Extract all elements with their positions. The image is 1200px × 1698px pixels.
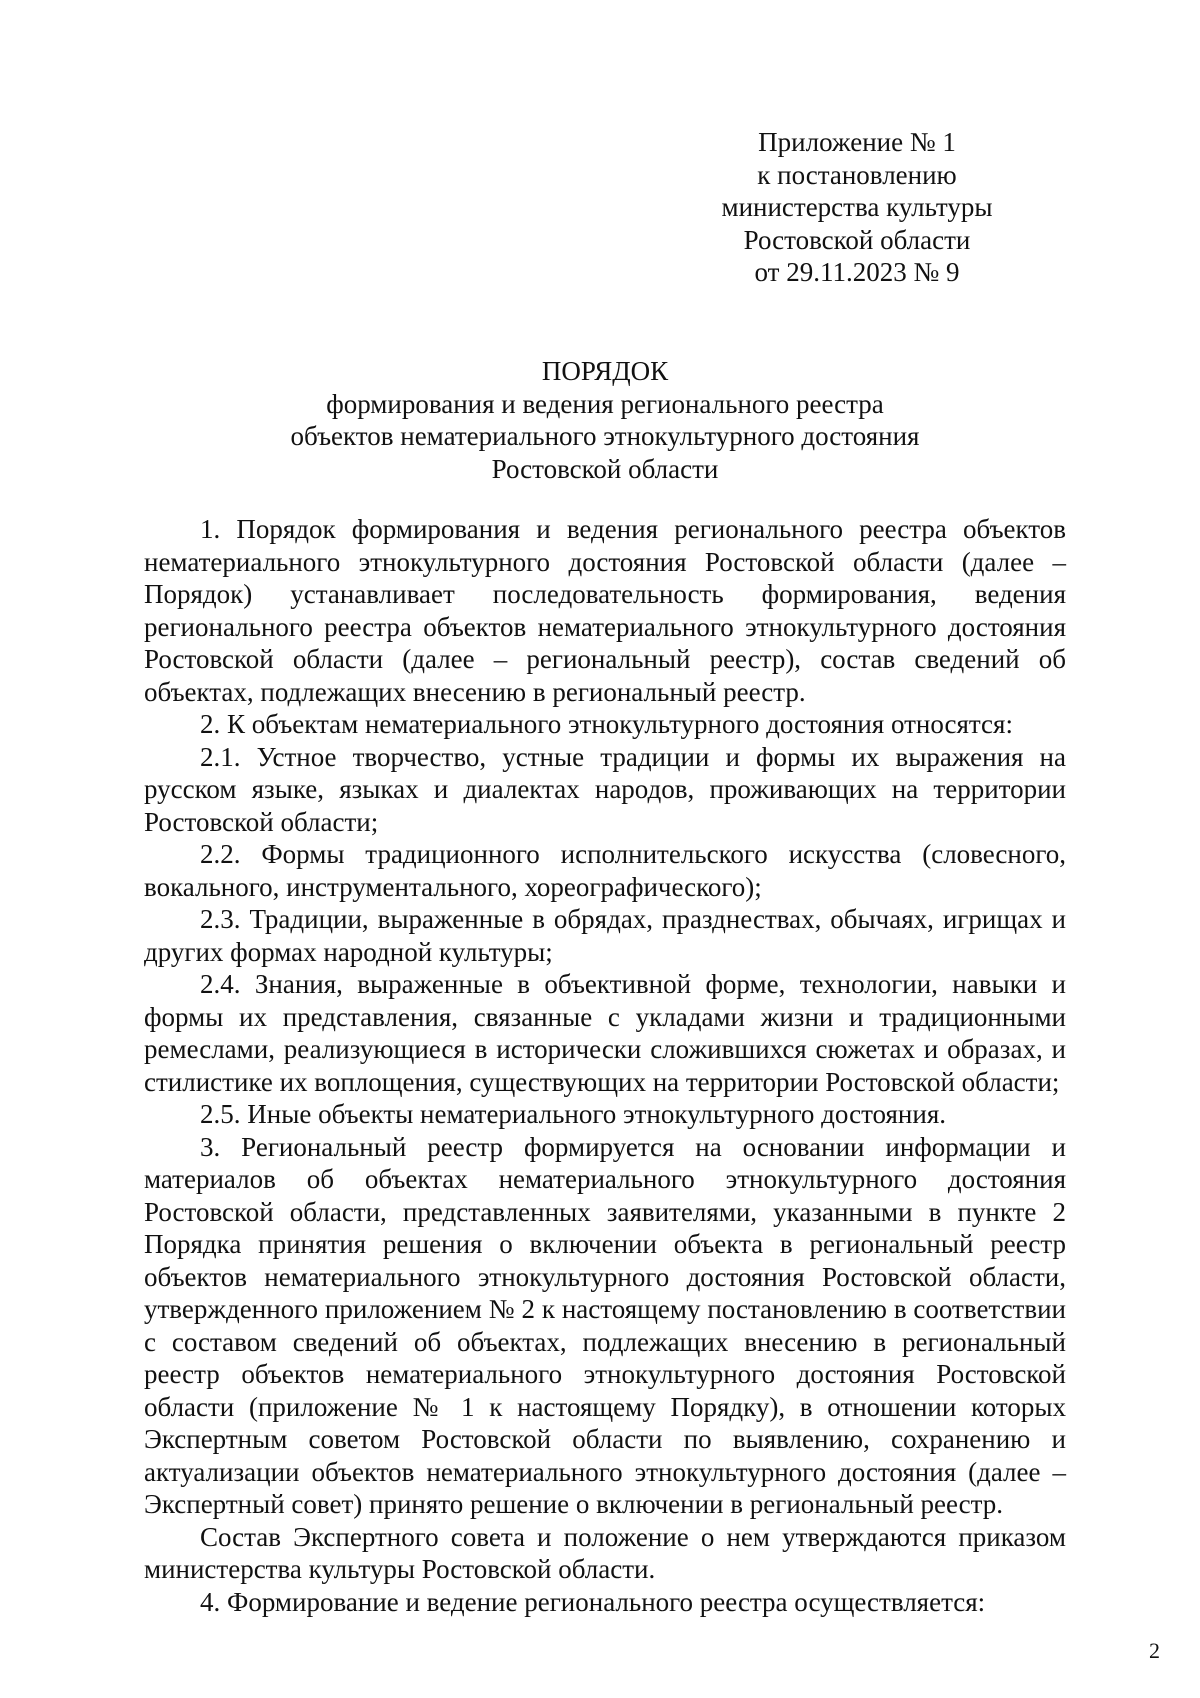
title-heading: ПОРЯДОК — [541, 356, 669, 386]
appendix-line: к постановлению — [757, 159, 957, 190]
document-title — [144, 355, 1066, 485]
title-line: объектов нематериального этнокультурного достояния — [290, 421, 920, 451]
paragraph-2-3: 2.3. Традиции, выраженные в обрядах, празднествах, обычаях, игрищах и других формах народной культуры; — [144, 904, 1066, 967]
paragraph-2-4: 2.4. Знания, выраженные в объективной форме, технологии, навыки и формы их представления, связанные с укладами жизни и традиционными ремеслами, реализующиеся в исторически сложившихся сюжетах и образах, и стилистике их воплощения, существующих на территории Ростовской области; — [144, 969, 1066, 1097]
document-body — [144, 513, 1066, 1618]
appendix-line: Ростовской области — [743, 224, 971, 255]
appendix-line: Приложение № 1 — [758, 127, 956, 157]
paragraph-3-expert-council: Состав Экспертного совета и положение о нем утверждаются приказом министерства культуры Ростовской области. — [144, 1521, 1066, 1584]
appendix-line: от 29.11.2023 № 9 — [754, 257, 960, 287]
paragraph-2-2: 2.2. Формы традиционного исполнительского искусства (словесного, вокального, инструментального, хореографического); — [144, 839, 1066, 902]
page-number: 2 — [1149, 1638, 1160, 1663]
paragraph-1: 1. Порядок формирования и ведения регионального реестра объектов нематериального этнокультурного достояния Ростовской области (далее – Порядок) устанавливает последовательность формирования, ведения регионального реестра объектов нематериального этнокультурного достояния Ростовской области (далее – региональный реестр), состав сведений об объектах, подлежащих внесению в региональный реестр. — [144, 514, 1066, 707]
paragraph-3: 3. Региональный реестр формируется на основании информации и материалов об объектах нематериального этнокультурного достояния Ростовской области, представленных заявителями, указанными в пункте 2 Порядка принятия решения о включении объекта в региональный реестр объектов нематериального этнокультурного достояния Ростовской области, утвержденного приложением № 2 к настоящему постановлению в соответствии с составом сведений об объектах, подлежащих внесению в региональный реестр объектов нематериального этнокультурного достояния Ростовской области (приложение № 1 к настоящему Порядку), в отношении которых Экспертным советом Ростовской области по выявлению, сохранению и актуализации объектов нематериального этнокультурного достояния (далее – Экспертный совет) принято решение о включении в региональный реестр. — [144, 1131, 1066, 1519]
appendix-line: министерства культуры — [721, 192, 993, 222]
title-line: Ростовской области — [491, 453, 719, 484]
title-line: формирования и ведения регионального реестра — [326, 388, 884, 419]
appendix-header — [692, 126, 1022, 289]
paragraph-4: 4. Формирование и ведение регионального реестра осуществляется: — [200, 1586, 986, 1617]
paragraph-2: 2. К объектам нематериального этнокультурного достояния относятся: — [200, 709, 1013, 739]
paragraph-2-1: 2.1. Устное творчество, устные традиции и формы их выражения на русском языке, языках и диалектах народов, проживающих на территории Ростовской области; — [144, 741, 1066, 837]
paragraph-2-5: 2.5. Иные объекты нематериального этнокультурного достояния. — [200, 1099, 946, 1129]
